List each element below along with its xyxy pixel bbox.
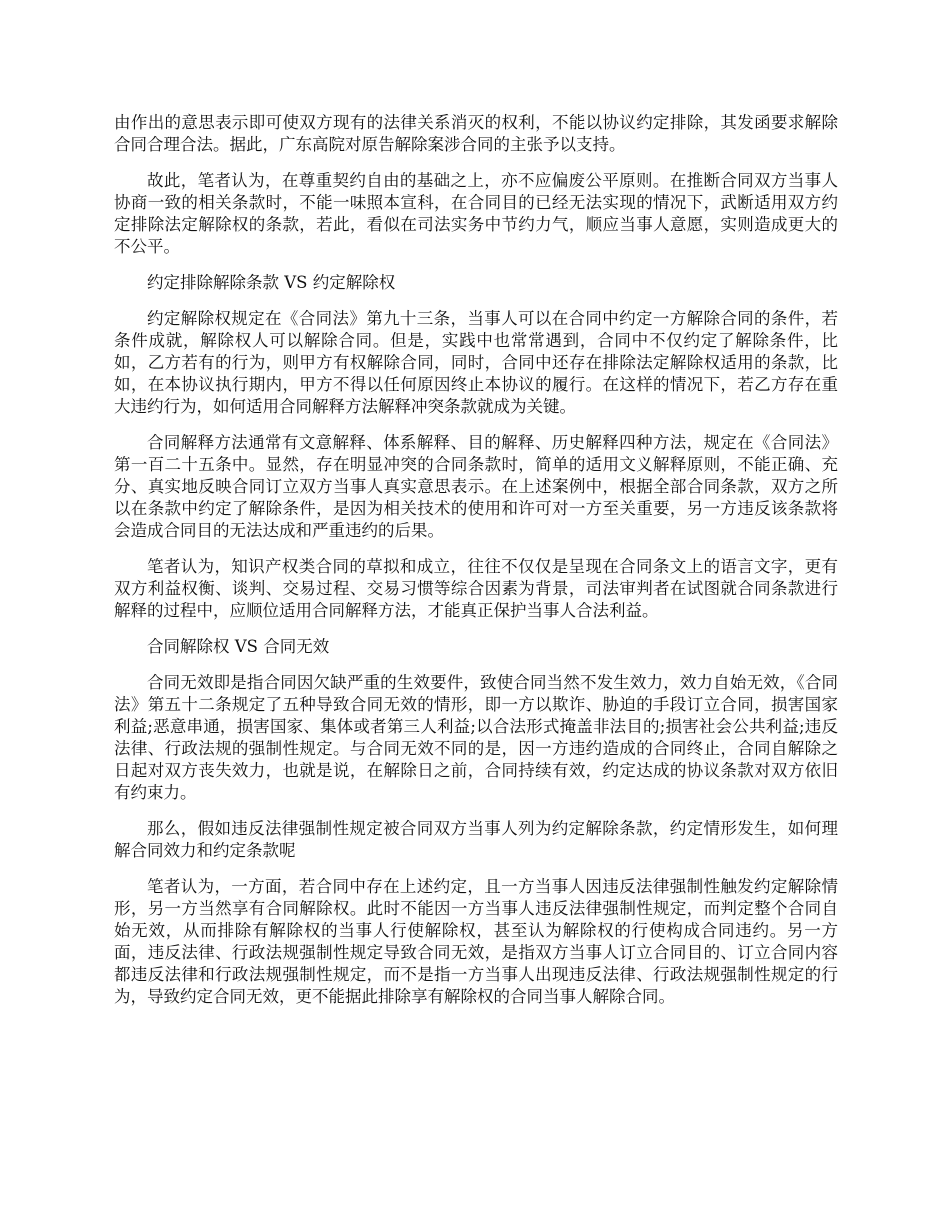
document-body — [114, 112, 838, 1022]
paragraph-continued: 由作出的意思表示即可使双方现有的法律关系消灭的权利，不能以协议约定排除，其发函要求解除合同合理合法。据此，广东高院对原告解除案涉合同的主张予以支持。 — [114, 113, 838, 154]
paragraph: 那么，假如违反法律强制性规定被合同双方当事人列为约定解除条款，约定情形发生，如何理解合同效力和约定条款呢 — [114, 819, 838, 860]
paragraph: 约定解除权规定在《合同法》第九十三条，当事人可以在合同中约定一方解除合同的条件，若条件成就，解除权人可以解除合同。但是，实践中也常常遇到，合同中不仅约定了解除条件，比如，乙方若有的行为，则甲方有权解除合同，同时，合同中还存在排除法定解除权适用的条款，比如，在本协议执行期内，甲方不得以任何原因终止本协议的履行。在这样的情况下，若乙方存在重大违约行为，如何适用合同解释方法解释冲突条款就成为关键。 — [114, 309, 838, 416]
section-heading: 约定排除解除条款 VS 约定解除权 — [147, 273, 396, 292]
section-heading: 合同解除权 VS 合同无效 — [147, 637, 330, 656]
paragraph: 合同无效即是指合同因欠缺严重的生效要件，致使合同当然不发生效力，效力自始无效，《合同法》第五十二条规定了五种导致合同无效的情形，即一方以欺诈、胁迫的手段订立合同，损害国家利益;恶意串通，损害国家、集体或者第三人利益;以合法形式掩盖非法目的;损害社会公共利益;违反法律、行政法规的强制性规定。与合同无效不同的是，因一方违约造成的合同终止，合同自解除之日起对双方丧失效力，也就是说，在解除日之前，合同持续有效，约定达成的协议条款对双方依旧有约束力。 — [114, 673, 838, 802]
paragraph: 故此，笔者认为，在尊重契约自由的基础之上，亦不应偏废公平原则。在推断合同双方当事人协商一致的相关条款时，不能一味照本宣科，在合同目的已经无法实现的情况下，武断适用双方约定排除法定解除权的条款，若此，看似在司法实务中节约力气，顺应当事人意愿，实则造成更大的不公平。 — [114, 171, 838, 256]
paragraph: 笔者认为，一方面，若合同中存在上述约定，且一方当事人因违反法律强制性触发约定解除情形，另一方当然享有合同解除权。此时不能因一方当事人违反法律强制性规定，而判定整个合同自始无效，从而排除有解除权的当事人行使解除权，甚至认为解除权的行使构成合同违约。另一方面，违反法律、行政法规强制性规定导致合同无效，是指双方当事人订立合同目的、订立合同内容都违反法律和行政法规强制性规定，而不是指一方当事人出现违反法律、行政法规强制性规定的行为，导致约定合同无效，更不能据此排除享有解除权的合同当事人解除合同。 — [114, 877, 838, 1006]
paragraph: 笔者认为，知识产权类合同的草拟和成立，往往不仅仅是呈现在合同条文上的语言文字，更有双方利益权衡、谈判、交易过程、交易习惯等综合因素为背景，司法审判者在试图就合同条款进行解释的过程中，应顺位适用合同解释方法，才能真正保护当事人合法利益。 — [114, 557, 838, 620]
paragraph: 合同解释方法通常有文意解释、体系解释、目的解释、历史解释四种方法，规定在《合同法》第一百二十五条中。显然，存在明显冲突的合同条款时，简单的适用文义解释原则，不能正确、充分、真实地反映合同订立双方当事人真实意思表示。在上述案例中，根据全部合同条款，双方之所以在条款中约定了解除条件，是因为相关技术的使用和许可对一方至关重要，另一方违反该条款将会造成合同目的无法达成和严重违约的后果。 — [114, 433, 838, 540]
